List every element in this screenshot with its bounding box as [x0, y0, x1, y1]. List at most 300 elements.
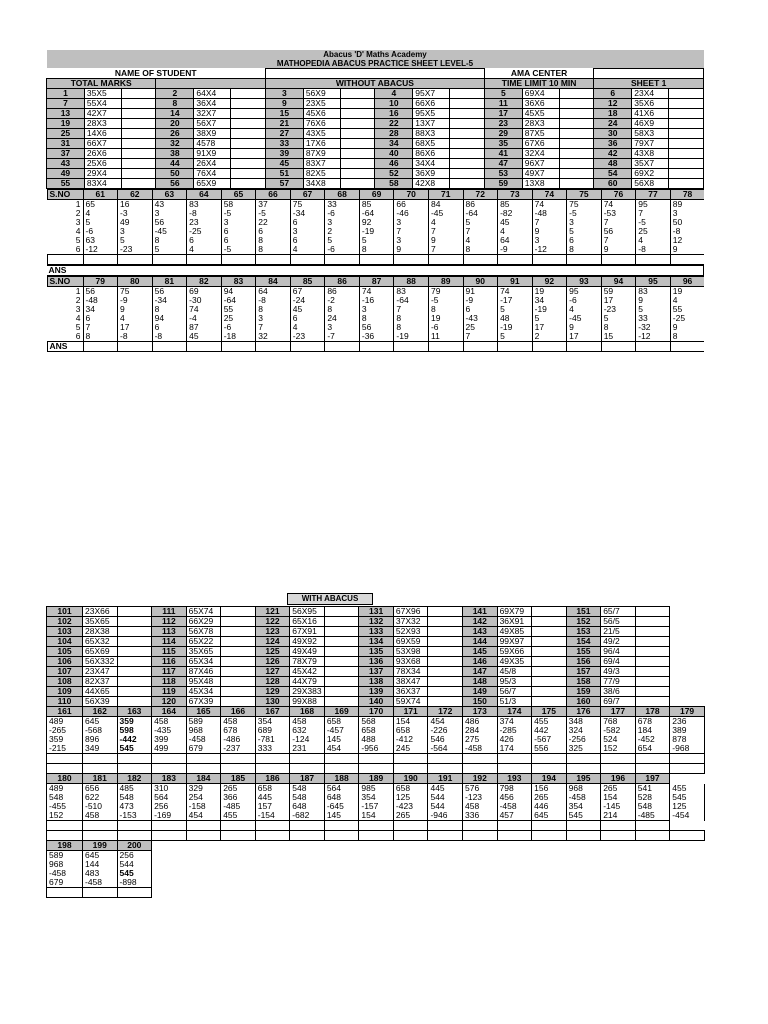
- answer-box[interactable]: [668, 169, 700, 178]
- answer-box[interactable]: [324, 657, 359, 667]
- answer-box[interactable]: [340, 149, 372, 158]
- answer-box[interactable]: [359, 255, 394, 265]
- answer-box[interactable]: [117, 637, 152, 647]
- answer-box[interactable]: [230, 149, 262, 158]
- answer-box[interactable]: [670, 255, 703, 265]
- answer-box[interactable]: [117, 677, 152, 687]
- sum-number: 190: [393, 774, 428, 784]
- question-text: 26X6: [86, 148, 107, 158]
- answer-box[interactable]: [449, 119, 481, 128]
- question-number: 32: [156, 139, 194, 149]
- addend: -564: [428, 744, 463, 754]
- answer-box[interactable]: [340, 99, 372, 108]
- addend: 84: [428, 200, 463, 210]
- question-number: 53: [484, 169, 522, 179]
- addend: 6: [463, 305, 498, 314]
- addend: -157: [359, 802, 394, 811]
- answer-box[interactable]: [221, 657, 256, 667]
- center-field[interactable]: [594, 69, 704, 79]
- question-number: 6: [594, 89, 632, 99]
- answer-box[interactable]: [121, 119, 153, 128]
- empty-cell: [186, 831, 221, 841]
- answer-box[interactable]: [532, 647, 567, 657]
- addend: -45: [428, 209, 463, 218]
- addend: 622: [83, 793, 118, 802]
- addend: -226: [428, 726, 463, 735]
- sum-number: 81: [152, 277, 187, 287]
- answer-box[interactable]: [670, 754, 705, 764]
- answer-box[interactable]: [668, 139, 700, 148]
- question-cell: [84, 109, 156, 119]
- answer-box[interactable]: [290, 754, 325, 764]
- answer-box[interactable]: [428, 607, 463, 617]
- answer-box[interactable]: [324, 627, 359, 637]
- answer-box[interactable]: [635, 687, 670, 697]
- question-cell: [632, 89, 704, 99]
- answer-box[interactable]: [221, 821, 256, 831]
- answer-box[interactable]: [83, 342, 118, 352]
- answer-box[interactable]: [325, 255, 360, 265]
- answer-box[interactable]: [449, 169, 481, 178]
- answer-box[interactable]: [449, 109, 481, 118]
- answer-box[interactable]: [636, 255, 671, 265]
- addend: 7: [428, 245, 463, 255]
- answer-box[interactable]: [635, 667, 670, 677]
- answer-box[interactable]: [118, 255, 153, 265]
- answer-box[interactable]: [324, 617, 359, 627]
- answer-box[interactable]: [340, 159, 372, 168]
- answer-box[interactable]: [567, 342, 602, 352]
- answer-box[interactable]: [121, 159, 153, 168]
- answer-box[interactable]: [532, 754, 567, 764]
- answer-box[interactable]: [566, 821, 601, 831]
- addend: 86: [463, 200, 498, 210]
- answer-box[interactable]: [221, 697, 256, 707]
- answer-box[interactable]: [121, 179, 153, 188]
- answer-box[interactable]: [463, 255, 498, 265]
- answer-box[interactable]: [428, 687, 463, 697]
- answer-box[interactable]: [668, 179, 700, 188]
- answer-box[interactable]: [121, 139, 153, 148]
- answer-box[interactable]: [117, 687, 152, 697]
- addend: 7: [83, 323, 118, 332]
- answer-box[interactable]: [324, 647, 359, 657]
- answer-box[interactable]: [601, 342, 636, 352]
- answer-box[interactable]: [340, 179, 372, 188]
- answer-box[interactable]: [221, 754, 256, 764]
- answer-box[interactable]: [498, 255, 533, 265]
- answer-box[interactable]: [47, 888, 83, 898]
- question-number: 37: [47, 149, 85, 159]
- answer-box[interactable]: [635, 607, 670, 617]
- answer-box[interactable]: [230, 129, 262, 138]
- answer-box[interactable]: [47, 821, 83, 831]
- answer-box[interactable]: [324, 697, 359, 707]
- answer-box[interactable]: [393, 821, 428, 831]
- answer-box[interactable]: [428, 657, 463, 667]
- question-number: 30: [594, 129, 632, 139]
- answer-box[interactable]: [559, 179, 591, 188]
- addend: -237: [221, 744, 256, 754]
- answer-box[interactable]: [221, 255, 256, 265]
- addend: 8: [256, 305, 291, 314]
- answer-box[interactable]: [340, 119, 372, 128]
- addend: 359: [117, 717, 152, 727]
- answer-box[interactable]: [359, 754, 394, 764]
- answer-box[interactable]: [428, 627, 463, 637]
- ans-label-row: [47, 266, 704, 276]
- empty-cell: [83, 764, 118, 774]
- answer-box[interactable]: [221, 607, 256, 617]
- answer-box[interactable]: [449, 159, 481, 168]
- answer-box[interactable]: [635, 657, 670, 667]
- addend: 17: [532, 323, 567, 332]
- answer-box[interactable]: [428, 342, 463, 352]
- answer-box[interactable]: [668, 129, 700, 138]
- answer-box[interactable]: [117, 617, 152, 627]
- addend: 8: [83, 332, 118, 342]
- answer-box[interactable]: [121, 99, 153, 108]
- addend: -458: [83, 878, 118, 888]
- answer-box[interactable]: [359, 342, 394, 352]
- answer-box[interactable]: [359, 821, 394, 831]
- answer-box[interactable]: [325, 342, 360, 352]
- answer-box[interactable]: [117, 627, 152, 637]
- answer-box[interactable]: [221, 627, 256, 637]
- answer-box[interactable]: [559, 139, 591, 148]
- answer-box[interactable]: [559, 159, 591, 168]
- answer-box[interactable]: [121, 109, 153, 118]
- addition-table: [47, 276, 704, 352]
- question-number: 127: [255, 667, 290, 677]
- answer-box[interactable]: [668, 159, 700, 168]
- answer-box[interactable]: [532, 697, 567, 707]
- answer-box[interactable]: [498, 342, 533, 352]
- answer-box[interactable]: [340, 109, 372, 118]
- empty-cell: [497, 860, 532, 869]
- answer-box[interactable]: [463, 342, 498, 352]
- question-text: 49X35: [497, 657, 532, 667]
- empty-cell: [186, 869, 221, 878]
- answer-box[interactable]: [393, 754, 428, 764]
- answer-box[interactable]: [449, 99, 481, 108]
- answer-box[interactable]: [601, 255, 636, 265]
- addend: 3: [325, 323, 360, 332]
- answer-box[interactable]: [186, 754, 221, 764]
- answer-box[interactable]: [428, 647, 463, 657]
- answer-box[interactable]: [152, 754, 187, 764]
- answer-box[interactable]: [255, 821, 290, 831]
- addend: 5: [152, 245, 187, 255]
- answer-box[interactable]: [532, 637, 567, 647]
- answer-box[interactable]: [230, 139, 262, 148]
- sum-number: 182: [117, 774, 152, 784]
- answer-box[interactable]: [635, 617, 670, 627]
- answer-box[interactable]: [324, 637, 359, 647]
- answer-box[interactable]: [117, 754, 152, 764]
- answer-box[interactable]: [47, 754, 83, 764]
- answer-box[interactable]: [290, 342, 325, 352]
- empty-cell: [290, 841, 325, 851]
- answer-box[interactable]: [601, 754, 636, 764]
- sno-row: [47, 774, 705, 784]
- answer-box[interactable]: [559, 99, 591, 108]
- table-row: [47, 200, 704, 210]
- answer-box[interactable]: [668, 99, 700, 108]
- answer-box[interactable]: [121, 129, 153, 138]
- answer-box[interactable]: [497, 754, 532, 764]
- answer-box[interactable]: [635, 647, 670, 657]
- answer-box[interactable]: [428, 697, 463, 707]
- answer-box[interactable]: [532, 627, 567, 637]
- answer-box[interactable]: [221, 342, 256, 352]
- answer-box[interactable]: [428, 255, 463, 265]
- answer-box[interactable]: [83, 754, 118, 764]
- answer-box[interactable]: [532, 687, 567, 697]
- answer-box[interactable]: [340, 169, 372, 178]
- empty-cell: [497, 764, 532, 774]
- addend: 556: [532, 744, 567, 754]
- answer-box[interactable]: [449, 89, 481, 98]
- question-number: 57: [265, 179, 303, 189]
- answer-box[interactable]: [324, 677, 359, 687]
- answer-box[interactable]: [117, 647, 152, 657]
- answer-box[interactable]: [117, 888, 152, 898]
- answer-box[interactable]: [221, 637, 256, 647]
- addend: 58: [221, 200, 256, 210]
- answer-box[interactable]: [230, 109, 262, 118]
- answer-box[interactable]: [635, 627, 670, 637]
- answer-box[interactable]: [221, 667, 256, 677]
- addend: 16: [118, 200, 153, 210]
- addend: 24: [325, 314, 360, 323]
- answer-box[interactable]: [668, 89, 700, 98]
- sno-row: [47, 190, 704, 200]
- answer-box[interactable]: [152, 255, 187, 265]
- empty-cell: [463, 764, 498, 774]
- answer-box[interactable]: [118, 342, 153, 352]
- empty-cell: [532, 888, 567, 898]
- addend: -567: [532, 735, 567, 744]
- addend: 545: [566, 811, 601, 821]
- answer-box[interactable]: [340, 129, 372, 138]
- addend: 4: [187, 245, 222, 255]
- answer-box[interactable]: [559, 119, 591, 128]
- addend: 34: [532, 296, 567, 305]
- addend: 8: [256, 236, 291, 245]
- answer-box[interactable]: [532, 821, 567, 831]
- student-name-field[interactable]: [265, 69, 484, 79]
- answer-box[interactable]: [221, 647, 256, 657]
- answer-box[interactable]: [449, 129, 481, 138]
- empty-cell: [497, 851, 532, 861]
- answer-box[interactable]: [428, 754, 463, 764]
- answer-box[interactable]: [187, 255, 222, 265]
- addend: 4: [670, 296, 703, 305]
- answer-box[interactable]: [121, 149, 153, 158]
- answer-box[interactable]: [152, 342, 187, 352]
- answer-box[interactable]: [324, 821, 359, 831]
- answer-box[interactable]: [449, 139, 481, 148]
- answer-box[interactable]: [532, 667, 567, 677]
- question-text: 96/4: [601, 647, 636, 657]
- answer-box[interactable]: [324, 607, 359, 617]
- answer-box[interactable]: [532, 607, 567, 617]
- question-number: 27: [265, 129, 303, 139]
- answer-box[interactable]: [221, 617, 256, 627]
- answer-box[interactable]: [230, 119, 262, 128]
- answer-box[interactable]: [230, 99, 262, 108]
- answer-box[interactable]: [670, 342, 703, 352]
- empty-cell: [428, 888, 463, 898]
- answer-box[interactable]: [636, 342, 671, 352]
- question-text: 53X98: [393, 647, 428, 657]
- answer-box[interactable]: [635, 637, 670, 647]
- answer-box[interactable]: [559, 89, 591, 98]
- question-number: 128: [255, 677, 290, 687]
- answer-box[interactable]: [559, 109, 591, 118]
- answer-box[interactable]: [394, 342, 429, 352]
- addend: 79: [428, 287, 463, 297]
- empty-cell: [670, 841, 705, 851]
- answer-box[interactable]: [221, 677, 256, 687]
- answer-box[interactable]: [83, 888, 118, 898]
- answer-box[interactable]: [668, 109, 700, 118]
- answer-box[interactable]: [463, 754, 498, 764]
- answer-box[interactable]: [324, 687, 359, 697]
- answer-box[interactable]: [117, 607, 152, 617]
- answer-box[interactable]: [230, 169, 262, 178]
- sum-number: 78: [670, 190, 703, 200]
- sum-number: 173: [463, 707, 498, 717]
- answer-box[interactable]: [230, 179, 262, 188]
- answer-box[interactable]: [559, 169, 591, 178]
- answer-box[interactable]: [117, 821, 152, 831]
- question-text: 44X65: [83, 687, 118, 697]
- answer-box[interactable]: [463, 821, 498, 831]
- answer-box[interactable]: [152, 821, 187, 831]
- sum-number: 80: [118, 277, 153, 287]
- answer-box[interactable]: [532, 342, 567, 352]
- addend: 3: [394, 236, 429, 245]
- question-number: 11: [484, 99, 522, 109]
- answer-box[interactable]: [186, 821, 221, 831]
- answer-box[interactable]: [532, 677, 567, 687]
- answer-box[interactable]: [324, 754, 359, 764]
- answer-box[interactable]: [221, 687, 256, 697]
- answer-box[interactable]: [428, 637, 463, 647]
- answer-box[interactable]: [121, 169, 153, 178]
- empty-cell: [463, 831, 498, 841]
- answer-box[interactable]: [428, 677, 463, 687]
- answer-box[interactable]: [532, 617, 567, 627]
- question-number: 119: [152, 687, 187, 697]
- academy-name: Abacus 'D' Maths Academy: [47, 50, 704, 59]
- answer-box[interactable]: [497, 821, 532, 831]
- answer-box[interactable]: [83, 255, 118, 265]
- question-number: 143: [463, 627, 498, 637]
- addend: 32: [256, 332, 291, 342]
- question-text: 56X7: [196, 118, 217, 128]
- question-text: 67X39: [186, 697, 221, 707]
- answer-box[interactable]: [566, 754, 601, 764]
- answer-box[interactable]: [601, 821, 636, 831]
- answer-box[interactable]: [559, 129, 591, 138]
- answer-box[interactable]: [635, 754, 670, 764]
- answer-box[interactable]: [559, 149, 591, 158]
- answer-box[interactable]: [340, 89, 372, 98]
- answer-box[interactable]: [532, 657, 567, 667]
- answer-box[interactable]: [117, 697, 152, 707]
- question-number: 116: [152, 657, 187, 667]
- answer-box[interactable]: [635, 677, 670, 687]
- empty-cell: [428, 764, 463, 774]
- sum-number: 169: [324, 707, 359, 717]
- addend: 43: [152, 200, 187, 210]
- addend: 768: [601, 717, 636, 727]
- question-number: 142: [463, 617, 498, 627]
- answer-box[interactable]: [187, 342, 222, 352]
- answer-box[interactable]: [117, 657, 152, 667]
- question-cell: [194, 109, 266, 119]
- question-number: 43: [47, 159, 85, 169]
- answer-box[interactable]: [668, 149, 700, 158]
- question-number: 15: [265, 109, 303, 119]
- sum-number: 87: [359, 277, 394, 287]
- addend: 426: [497, 735, 532, 744]
- sum-number: 65: [221, 190, 256, 200]
- addend: -8: [670, 227, 703, 236]
- answer-box[interactable]: [230, 89, 262, 98]
- answer-box[interactable]: [428, 667, 463, 677]
- ans-label: ANS: [47, 266, 704, 276]
- answer-box[interactable]: [256, 342, 291, 352]
- answer-box[interactable]: [290, 255, 325, 265]
- addend: 545: [670, 793, 705, 802]
- answer-box[interactable]: [449, 149, 481, 158]
- question-text: 46X9: [634, 118, 655, 128]
- answer-box[interactable]: [635, 821, 670, 831]
- answer-box[interactable]: [324, 667, 359, 677]
- addend: -53: [601, 209, 636, 218]
- answer-box[interactable]: [230, 159, 262, 168]
- answer-box[interactable]: [532, 255, 567, 265]
- answer-box[interactable]: [117, 667, 152, 677]
- addend: -6: [567, 296, 602, 305]
- answer-box[interactable]: [428, 617, 463, 627]
- empty-cell: [635, 888, 670, 898]
- answer-box[interactable]: [668, 119, 700, 128]
- addend: 968: [566, 784, 601, 794]
- addend: 154: [601, 793, 636, 802]
- answer-box[interactable]: [256, 255, 291, 265]
- answer-box[interactable]: [340, 139, 372, 148]
- answer-box[interactable]: [567, 255, 602, 265]
- question-number: 158: [566, 677, 601, 687]
- answer-box[interactable]: [290, 821, 325, 831]
- answer-box[interactable]: [83, 821, 118, 831]
- answer-box[interactable]: [428, 821, 463, 831]
- addend: 7: [601, 218, 636, 227]
- center-label: AMA CENTER: [510, 68, 568, 78]
- answer-box[interactable]: [255, 754, 290, 764]
- answer-box[interactable]: [394, 255, 429, 265]
- addend: -452: [635, 735, 670, 744]
- answer-box[interactable]: [449, 179, 481, 188]
- addend: -215: [47, 744, 83, 754]
- answer-box[interactable]: [121, 89, 153, 98]
- answer-box[interactable]: [635, 697, 670, 707]
